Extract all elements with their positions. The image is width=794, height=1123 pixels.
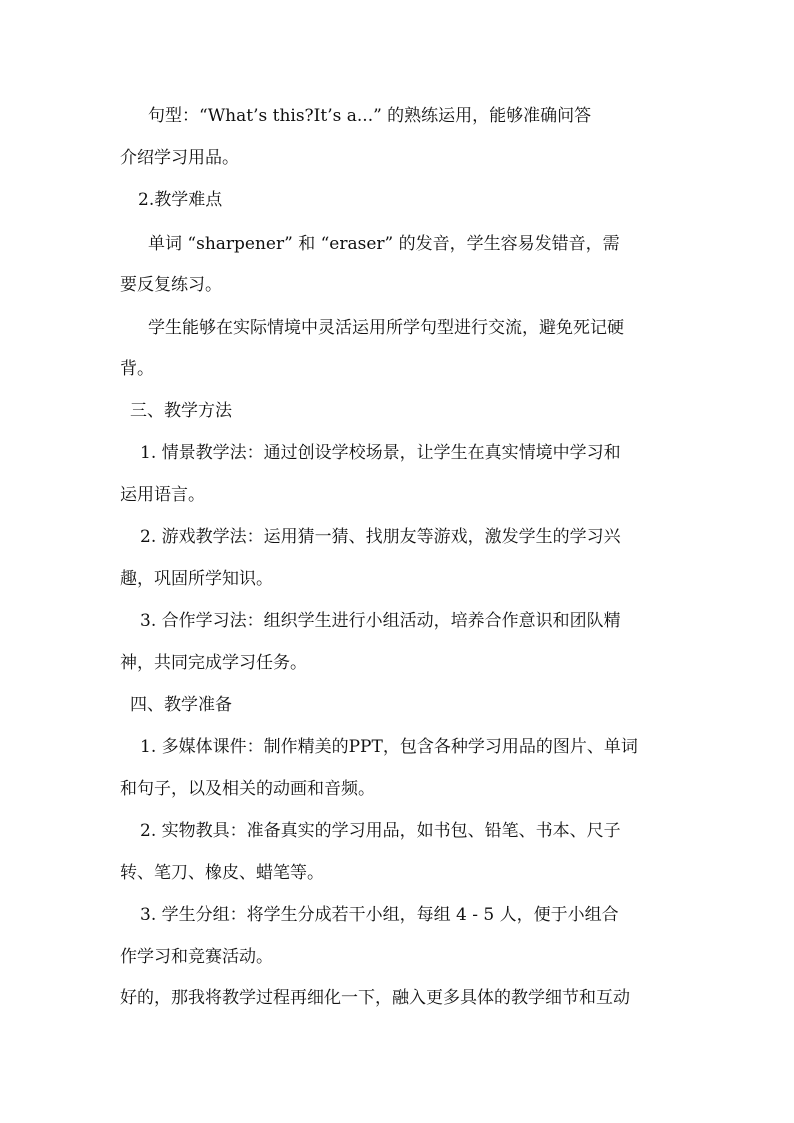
paragraph-line: 句型：“What’s this?It’s a...” 的熟练运用，能够准确问答 (148, 106, 592, 126)
list-item-line: 运用语言。 (120, 485, 205, 505)
paragraph-line: 好的，那我将教学过程再细化一下，融入更多具体的教学细节和互动 (120, 988, 630, 1008)
list-item-line: 神，共同完成学习任务。 (120, 653, 307, 673)
list-item-line: 和句子，以及相关的动画和音频。 (120, 779, 375, 799)
section-heading: 2.教学难点 (138, 190, 223, 210)
paragraph-line: 介绍学习用品。 (120, 148, 239, 168)
section-heading: 四、教学准备 (130, 695, 232, 715)
section-heading: 三、教学方法 (130, 401, 232, 421)
paragraph-line: 要反复练习。 (120, 275, 222, 295)
list-item-line: 1. 多媒体课件：制作精美的PPT，包含各种学习用品的图片、单词 (140, 737, 638, 757)
list-item-line: 趣，巩固所学知识。 (120, 569, 273, 589)
list-item-line: 3. 学生分组：将学生分成若干小组，每组 4 - 5 人，便于小组合 (140, 905, 619, 925)
list-item-line: 2. 实物教具：准备真实的学习用品，如书包、铅笔、书本、尺子 (140, 821, 621, 841)
list-item-line: 作学习和竞赛活动。 (120, 947, 273, 967)
list-item-line: 1. 情景教学法：通过创设学校场景，让学生在真实情境中学习和 (140, 443, 621, 463)
paragraph-line: 单词 “sharpener” 和 “eraser” 的发音，学生容易发错音，需 (148, 234, 620, 254)
list-item-line: 2. 游戏教学法：运用猜一猜、找朋友等游戏，激发学生的学习兴 (140, 527, 621, 547)
list-item-line: 3. 合作学习法：组织学生进行小组活动，培养合作意识和团队精 (140, 611, 621, 631)
list-item-line: 转、笔刀、橡皮、蜡笔等。 (120, 863, 324, 883)
paragraph-line: 学生能够在实际情境中灵活运用所学句型进行交流，避免死记硬 (148, 318, 624, 338)
paragraph-line: 背。 (120, 359, 154, 379)
